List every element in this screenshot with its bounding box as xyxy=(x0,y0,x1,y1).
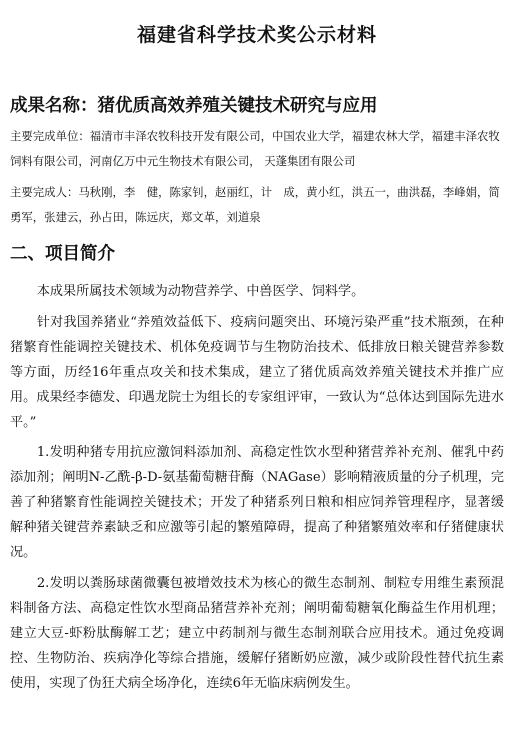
document-title: 福建省科学技术奖公示材料 xyxy=(136,24,377,46)
persons-text: 马秋刚，李 健，陈家钊，赵丽红，计 成，黄小红，洪五一，曲洪磊，李峰娟，简勇军，张建云，孙占田，陈远庆，郑文革，刘道泉 xyxy=(10,185,500,224)
project-summary xyxy=(10,279,504,696)
summary-paragraph: 针对我国养猪业“养殖效益低下、疫病问题突出、环境污染严重”技术瓶颈，在种猪繁育性能调控关键技术、机体免疫调节与生物防治技术、低排放日粮关键营养参数等方面，历经16年重点攻关和技术集成，建立了猪优质高效养殖关键技术并推广应用。成果经李德发、印遇龙院士为组长的专家组评审，一致认为“总体达到国际先进水平。” xyxy=(10,314,504,430)
summary-paragraph: 本成果所属技术领域为动物营养学、中兽医学、饲料学。 xyxy=(36,284,365,299)
persons-label: 主要完成人： xyxy=(10,185,79,199)
units-text: 福清市丰泽农牧科技开发有限公司，中国农业大学，福建农林大学，福建丰泽农牧饲料有限公司，河南亿万中元生物技术有限公司， 天蓬集团有限公司 xyxy=(10,129,500,168)
section-heading: 二、项目简介 xyxy=(10,244,115,264)
main-persons xyxy=(10,180,504,230)
main-units xyxy=(10,124,504,174)
units-label: 主要完成单位： xyxy=(10,129,90,143)
achievement-label: 成果名称： xyxy=(10,96,98,116)
summary-paragraph: 1.发明种猪专用抗应激饲料添加剂、高稳定性饮水型种猪营养补充剂、催乳中药添加剂；阐明N-乙酰-β-D-氨基葡萄糖苷酶（NAGase）影响精液质量的分子机理，完善了种猪繁育性能调控关键技术；开发了种猪系列日粮和相应饲养管理程序，显著缓解种猪关键营养素缺乏和应激等引起的繁殖障碍，提高了种猪繁殖效率和仔猪健康状况。 xyxy=(10,445,504,560)
summary-paragraph: 2.发明以粪肠球菌微囊包被增效技术为核心的微生态制剂、制粒专用维生素预混料制备方法、高稳定性饮水型商品猪营养补充剂；阐明葡萄糖氧化酶益生作用机理；建立大豆-虾粉肽酶解工艺；建立中药制剂与微生态制剂联合应用技术。通过免疫调控、生物防治、疾病净化等综合措施，缓解仔猪断奶应激，减少或阶段性替代抗生素使用，实现了伪狂犬病全场净化，连续6年无临床病例发生。 xyxy=(10,575,504,691)
achievement-name: 猪优质高效养殖关键技术研究与应用 xyxy=(97,96,378,116)
achievement-name-line xyxy=(10,92,510,117)
